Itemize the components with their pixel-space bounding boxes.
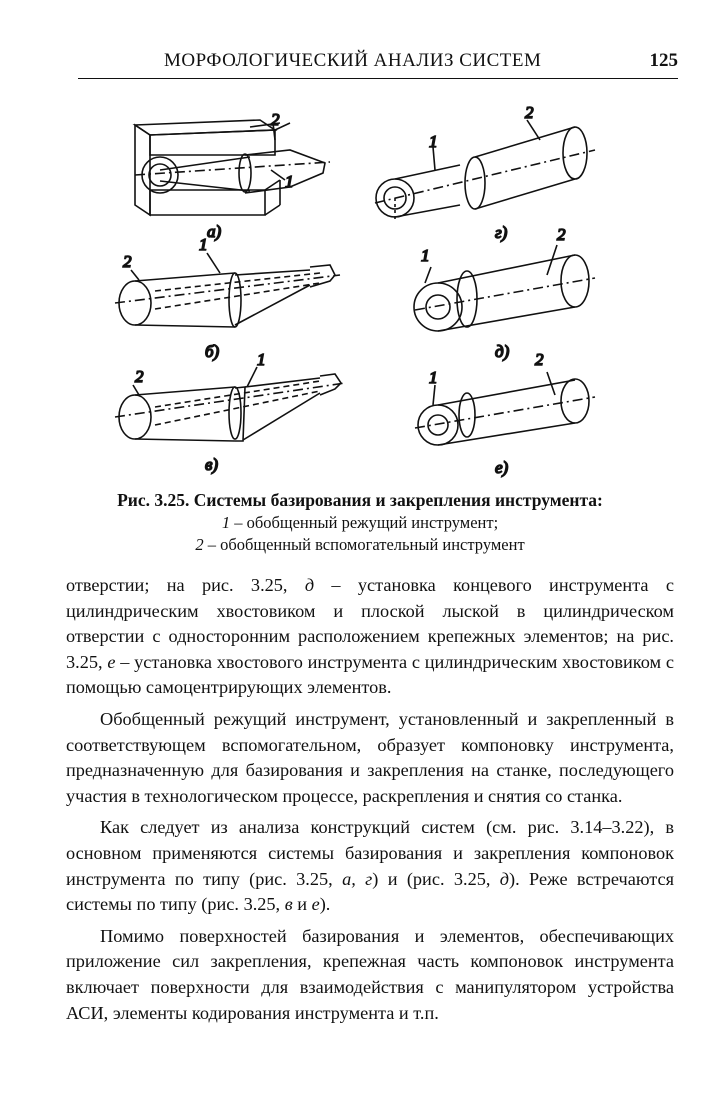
p3-text-a: Как следует из анализа конструкций систем (см. рис. 3.14–3.22), в основном применяются системы базирования и закрепления компоновок инструмента по типу (рис. 3.25, [66, 817, 674, 889]
header-rule [78, 78, 678, 79]
panel-d-letter: д) [495, 342, 510, 361]
panel-a-label-1: 1 [285, 172, 294, 191]
p3-ref-e: е [311, 894, 320, 915]
p3-text-g: и [292, 894, 312, 915]
p3-ref-ag: а, г [342, 868, 373, 889]
caption-item-2 [70, 534, 650, 556]
caption-item-1 [70, 512, 650, 534]
p1-ref-e: е [107, 651, 116, 672]
figure-3-25 [95, 95, 635, 485]
p1-text-e: – установка хвостового инструмента с цилиндрическим хвостовиком с помощью самоцентрирующих элементов. [66, 651, 674, 698]
page-header [78, 50, 678, 80]
panel-b-letter: б) [205, 342, 220, 361]
panel-v-letter: в) [205, 455, 219, 474]
p3-text-c: ) и (рис. 3.25, [372, 868, 500, 889]
panel-e-letter: е) [495, 458, 509, 477]
panel-d-drawing [414, 255, 595, 331]
panel-g-label-2: 2 [525, 103, 534, 122]
paragraph-1 [66, 573, 674, 701]
panel-b-label-2: 2 [123, 252, 132, 271]
running-title: МОРФОЛОГИЧЕСКИЙ АНАЛИЗ СИСТЕМ [164, 50, 542, 71]
p3-text-i: ). [319, 894, 331, 915]
figure-caption [70, 488, 650, 556]
body-text [66, 573, 674, 1026]
panel-a-label-2: 2 [271, 110, 280, 129]
panel-b-label-1: 1 [199, 235, 208, 254]
p3-text-e: ). Реже встречаются системы по типу (рис. 3.25, [66, 868, 675, 915]
panel-b-drawing [115, 265, 340, 327]
caption-item-2-text: – обобщенный вспомогательный инструмент [203, 535, 525, 554]
page-number: 125 [649, 50, 678, 71]
p1-text-c: – установка концевого инструмента с цилиндрическим хвостовиком и плоской лыской в цилиндрическом отверстии с односторонним расположением крепежных элементов; на рис. 3.25, [66, 575, 674, 672]
p1-ref-d: д [304, 575, 315, 595]
panel-g-label-1: 1 [429, 132, 438, 151]
panel-v-drawing [115, 374, 345, 441]
p1-text-a: отверстии; на рис. 3.25, [66, 575, 305, 595]
paragraph-2: Обобщенный режущий инструмент, установленный и закрепленный в соответствующем вспомогательном, образует компоновку инструмента, предназначенную для базирования и закрепления на станке, последующего участия в технологическом процессе, раскрепления и снятия со станка. [66, 708, 674, 806]
caption-item-1-number: 1 [221, 513, 231, 532]
panel-d-label-1: 1 [421, 246, 430, 265]
panel-v-label-2: 2 [135, 367, 144, 386]
caption-item-2-number: 2 [195, 535, 204, 554]
p3-ref-v: в [284, 894, 293, 915]
panel-d-label-2: 2 [557, 225, 566, 244]
panel-g-drawing [375, 127, 595, 220]
paragraph-4: Помимо поверхностей базирования и элементов, обеспечивающих приложение сил закрепления, крепежная часть компоновок инструмента включает поверхности для взаимодействия с манипулятором устройства АСИ, элементы кодирования инструмента и т.п. [66, 925, 674, 1023]
panel-v-label-1: 1 [257, 350, 266, 369]
caption-item-1-text: – обобщенный режущий инструмент; [230, 513, 499, 532]
panel-e-drawing [415, 379, 595, 445]
p3-ref-d: д [499, 868, 510, 889]
panel-a-letter: а) [207, 222, 222, 241]
panel-e-label-2: 2 [535, 350, 544, 369]
paragraph-3 [66, 815, 674, 917]
panel-g-letter: г) [495, 223, 508, 242]
panel-a-drawing [135, 120, 330, 215]
panel-e-label-1: 1 [429, 368, 438, 387]
caption-title: Рис. 3.25. Системы базирования и закрепления инструмента: [117, 490, 603, 510]
